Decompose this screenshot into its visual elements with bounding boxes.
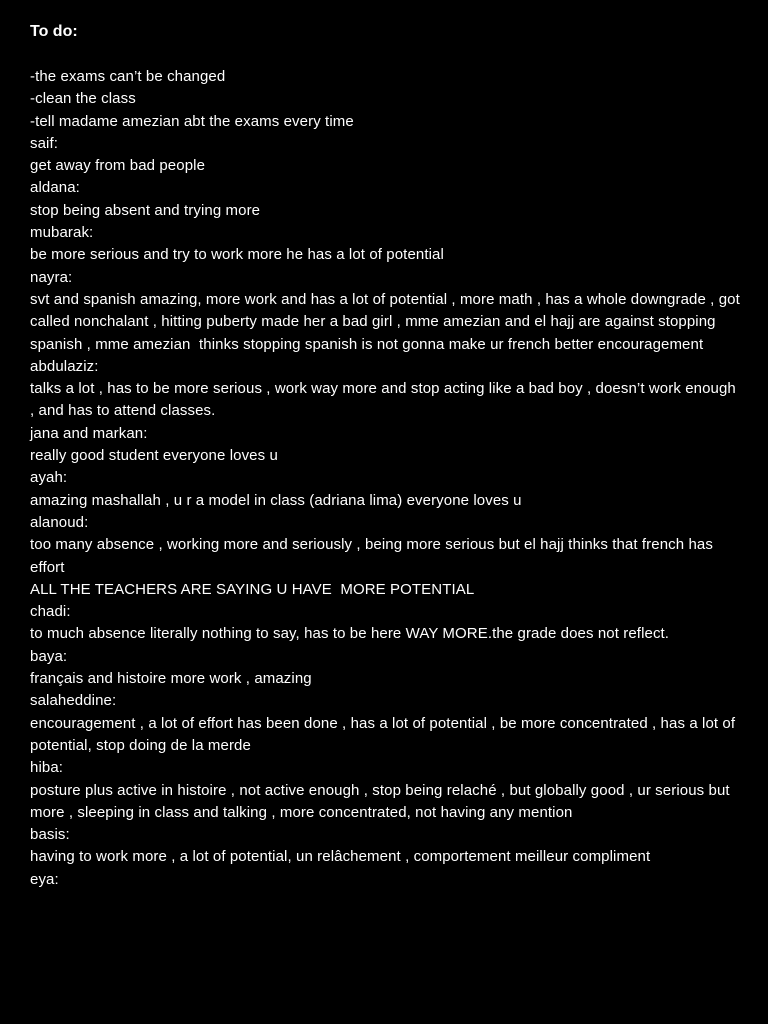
note-line: hiba: [30,759,64,777]
note-line: français and histoire more work , amazing [30,670,312,688]
note-line: ayah: [30,469,68,487]
note-line: abdulaziz: [30,357,99,375]
note-line: ALL THE TEACHERS ARE SAYING U HAVE MORE POTENTIAL [30,580,475,598]
note-line: -clean the class [30,90,136,108]
note-title: To do: [30,23,78,40]
note-line: -the exams can’t be changed [30,68,226,85]
note-line: get away from bad people [30,157,206,175]
note-content[interactable] [30,22,745,891]
note-line: too many absence , working more and seriously , being more serious but el hajj thinks that french has effort [30,536,718,576]
note-line: svt and spanish amazing, more work and has a lot of potential , more math , has a whole downgrade , got called nonchalant , hitting puberty made her a bad girl , mme amezian and el hajj are against stopping spanish , mme amezian thinks stopping spanish is not gonna make ur french better encouragement [30,290,745,353]
note-line: amazing mashallah , u r a model in class (adriana lima) everyone loves u [30,491,522,509]
note-line: jana and markan: [30,424,148,442]
note-line: saif: [30,134,59,152]
note-line: baya: [30,647,68,665]
note-line: basis: [30,826,70,844]
note-line: stop being absent and trying more [30,201,261,219]
note-line: eya: [30,870,59,888]
note-line: to much absence literally nothing to say, has to be here WAY MORE.the grade does not reflect. [30,625,670,643]
note-line: posture plus active in histoire , not active enough , stop being relaché , but globally good , ur serious but more , sleeping in class and talking , more concentrated, not having any mention [30,781,734,821]
note-line: nayra: [30,268,73,286]
note-line: aldana: [30,179,80,197]
note-line: -tell madame amezian abt the exams every time [30,112,354,130]
note-line: really good student everyone loves u [30,447,278,465]
note-line: having to work more , a lot of potential, un relâchement , comportement meilleur compliment [30,848,651,866]
note-line: salaheddine: [30,692,117,710]
note-line: alanoud: [30,513,89,531]
note-line: chadi: [30,603,71,621]
note-line: talks a lot , has to be more serious , work way more and stop acting like a bad boy , doesn’t work enough , and has to attend classes. [30,380,741,420]
note-body[interactable] [30,66,745,891]
note-line: be more serious and try to work more he has a lot of potential [30,246,444,264]
note-line: encouragement , a lot of effort has been done , has a lot of potential , be more concentrated , has a lot of potential, stop doing de la merde [30,714,740,754]
note-line: mubarak: [30,224,94,242]
